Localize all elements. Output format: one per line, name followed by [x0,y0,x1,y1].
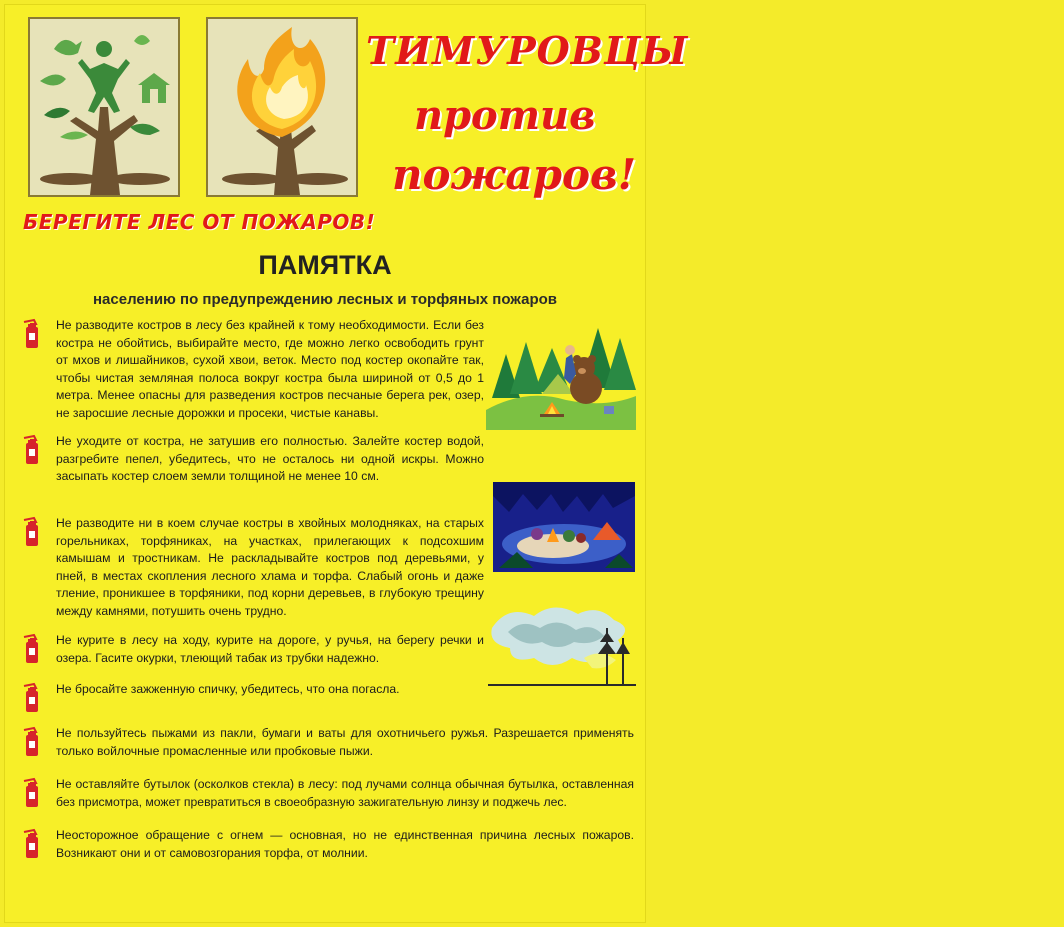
memo-item-text: Неосторожное обращение с огнем — основная, но не единственная причина лесных пожаров. Возникают они и от самовозгорания торфа, от молнии. [56,828,634,860]
memo-item-text: Не оставляйте бутылок (осколков стекла) в лесу: под лучами солнца обычная бутылка, оставленная без присмотра, может превратиться в своеобразную зажигательную линзу и поджечь лес. [56,777,634,809]
night-campfire-illustration [493,482,635,577]
burning-tree-icon [208,19,356,195]
poster-title-line-2: против [414,92,596,139]
fire-extinguisher-icon [20,828,42,860]
fire-extinguisher-icon [20,726,42,758]
memo-item-text: Не пользуйтесь пыжами из пакли, бумаги и ваты для охотничьего ружья. Разрешается применять только войлочные промасленные или пробковые пыжи. [56,726,634,758]
forest-fire-smoke-illustration [488,598,636,695]
poster-title-line-3: пожаров! [392,150,637,199]
fire-extinguisher-icon [20,682,42,714]
fire-extinguisher-icon [20,516,42,548]
fire-extinguisher-icon [20,318,42,350]
eco-tree-icon [30,19,178,195]
bear-campfire-illustration [486,318,636,435]
eco-tree-logo [28,17,180,197]
memo-item-text: Не разводите костров в лесу без крайней к тому необходимости. Если без костра не обойтись, выбирайте место, где можно легко освободить грунт от мхов и лишайников, сухой хвои, веток. Место под костер окопайте так, чтобы чистая земляная полоса вокруг костра была шириной от 0,5 до 1 метра. Менее опасны для разведения костров песчаные берега рек, озер, не заросшие лесные дорожки и просеки, чистые канавы. [56,318,484,420]
fire-extinguisher-icon [20,633,42,665]
poster-title-line-1: ТИМУРОВЦЫ [366,28,689,73]
fire-extinguisher-icon [20,434,42,466]
burning-tree-logo [206,17,358,197]
page-subheading: населению по предупреждению лесных и торфяных пожаров [93,291,557,308]
memo-item-text: Не разводите ни в коем случае костры в хвойных молодняках, на старых горельниках, торфяниках, на участках, прилегающих к подсохшим камышам и тростникам. Не раскладывайте костров под деревьями, у пней, в местах скопления лесного хлама и торфа. Слабый огонь и даже тление, проникшее в торфяники, под корни деревьев, в глубокую трещину между камнями, потушить очень трудно. [56,516,484,618]
memo-item-text: Не уходите от костра, не затушив его полностью. Залейте костер водой, разгребите пепел, убедитесь, что не осталось ни одной искры. Можно засыпать костер слоем земли толщиной не менее 10 см. [56,434,484,483]
memo-item-text: Не курите в лесу на ходу, курите на дороге, у ручья, на берегу речки и озера. Гасите окурки, тлеющий табак из трубки надежно. [56,633,484,665]
page-heading: ПАМЯТКА [258,250,392,280]
fire-extinguisher-icon [20,777,42,809]
slogan: БЕРЕГИТЕ ЛЕС ОТ ПОЖАРОВ! [23,210,376,234]
memo-item-text: Не бросайте зажженную спичку, убедитесь, что она погасла. [56,682,400,696]
